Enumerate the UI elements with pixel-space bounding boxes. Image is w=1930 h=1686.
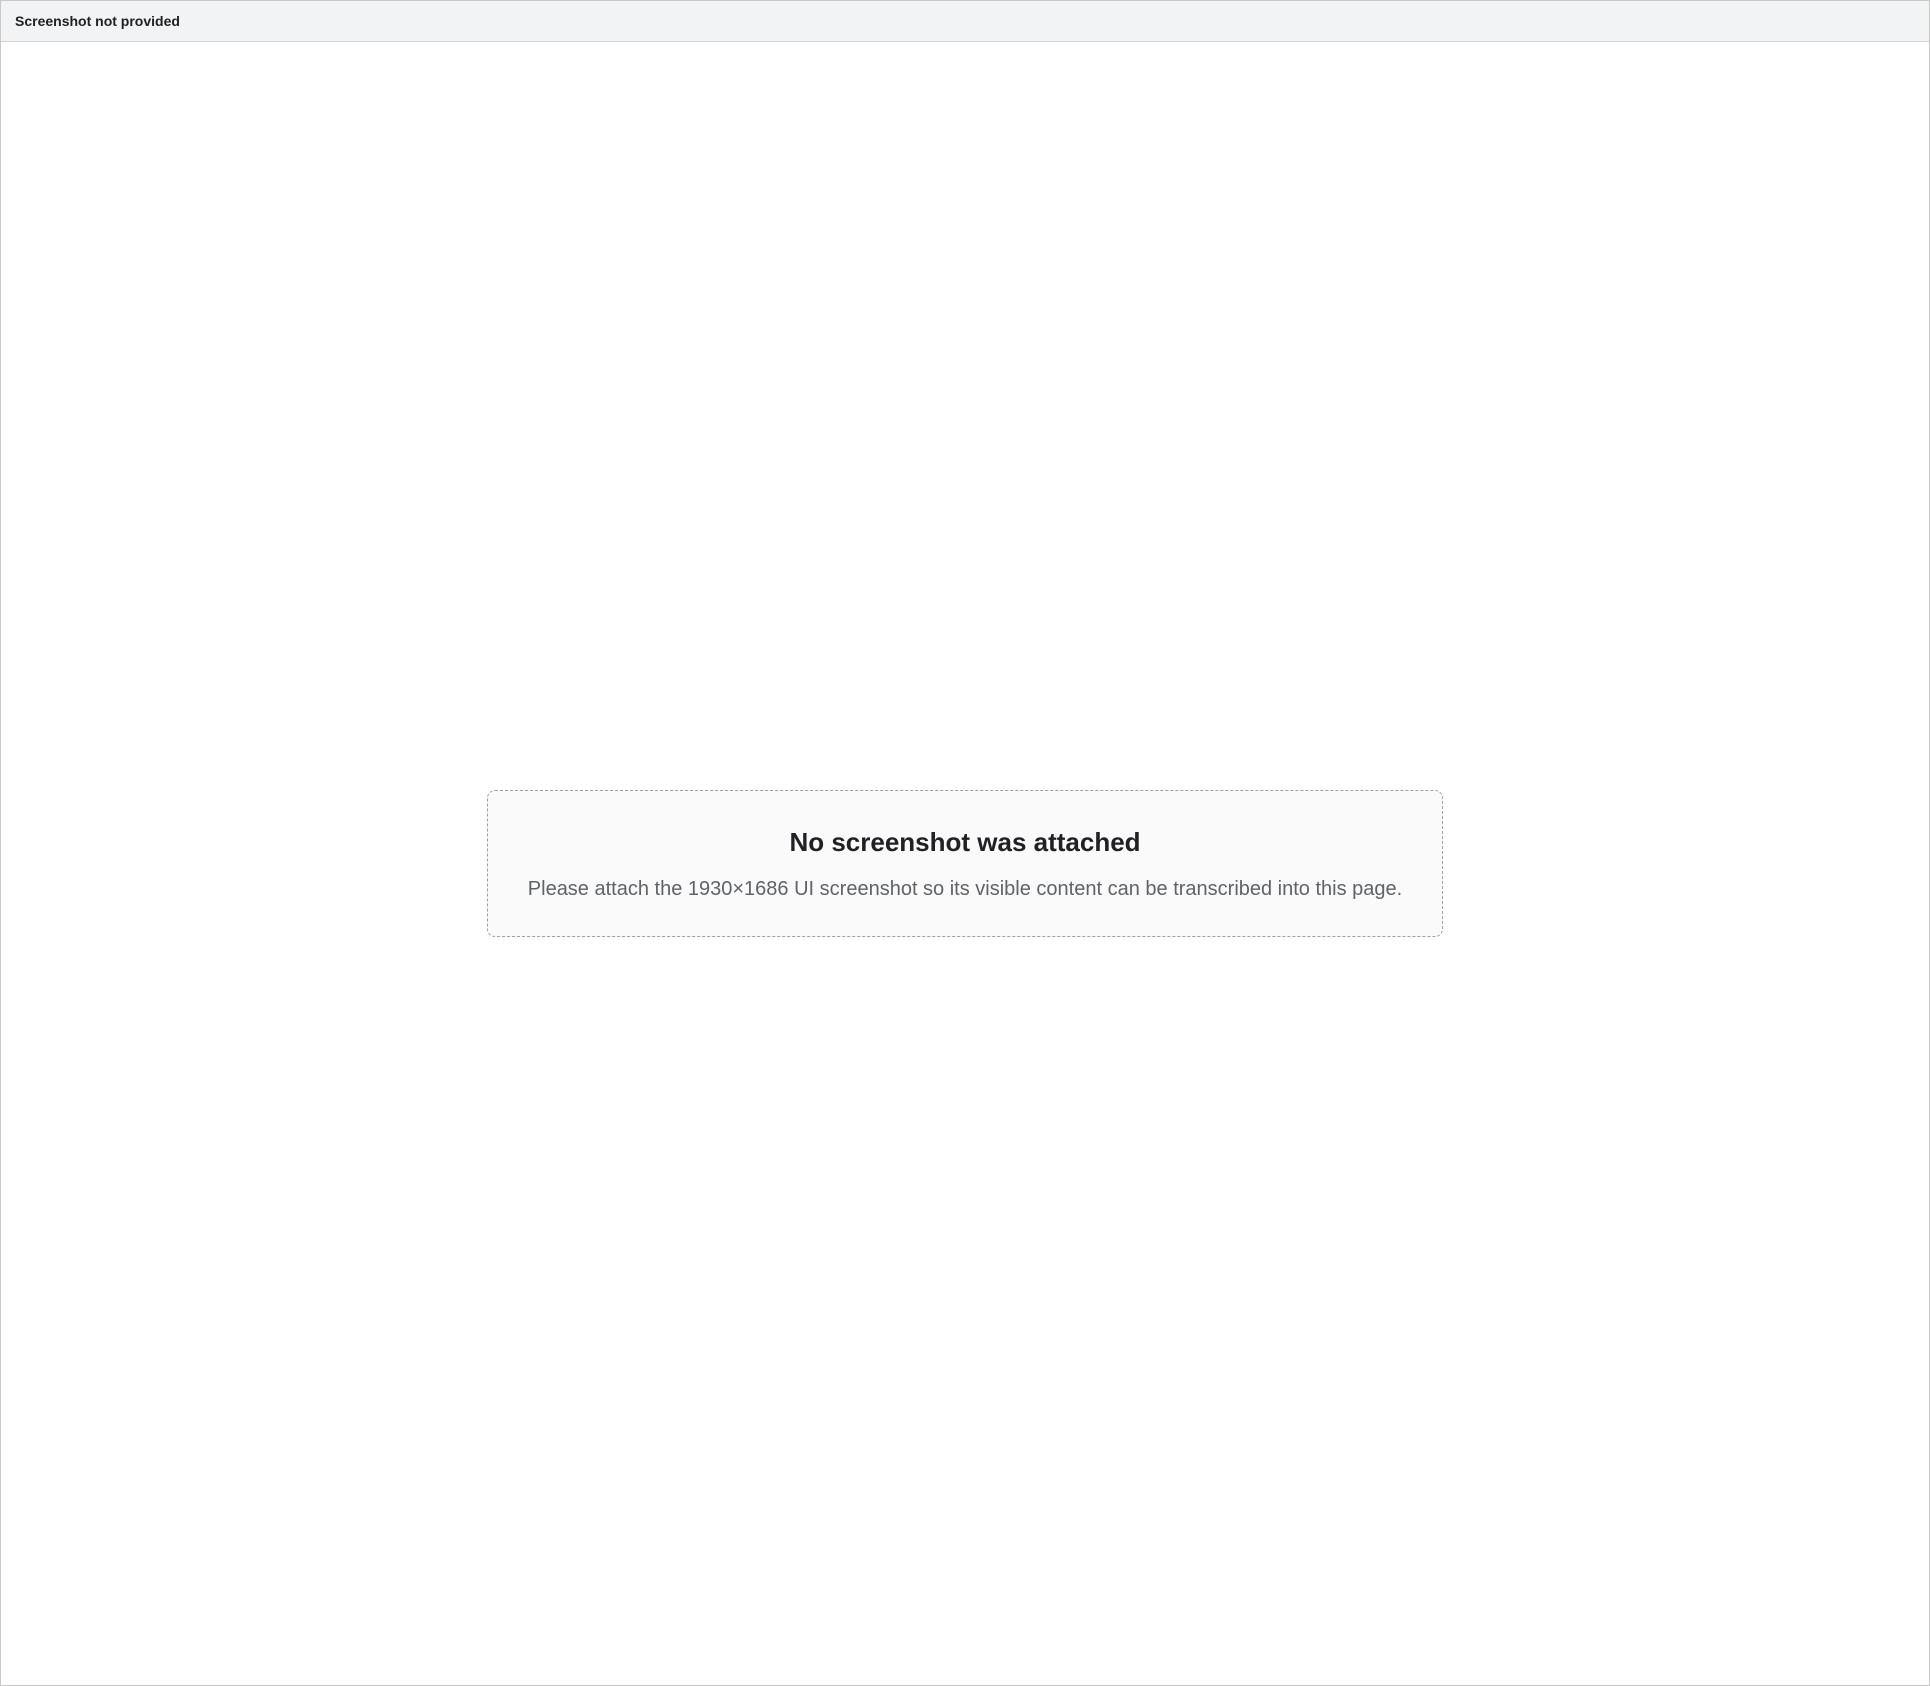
notice-title: No screenshot was attached: [789, 827, 1141, 857]
missing-screenshot-notice: [487, 790, 1443, 937]
notice-body: Please attach the 1930×1686 UI screenshot so its visible content can be transcribed into this page.: [527, 878, 1403, 900]
main-content: [1, 42, 1929, 1685]
window-titlebar: [1, 1, 1929, 42]
window-title: Screenshot not provided: [15, 13, 180, 29]
